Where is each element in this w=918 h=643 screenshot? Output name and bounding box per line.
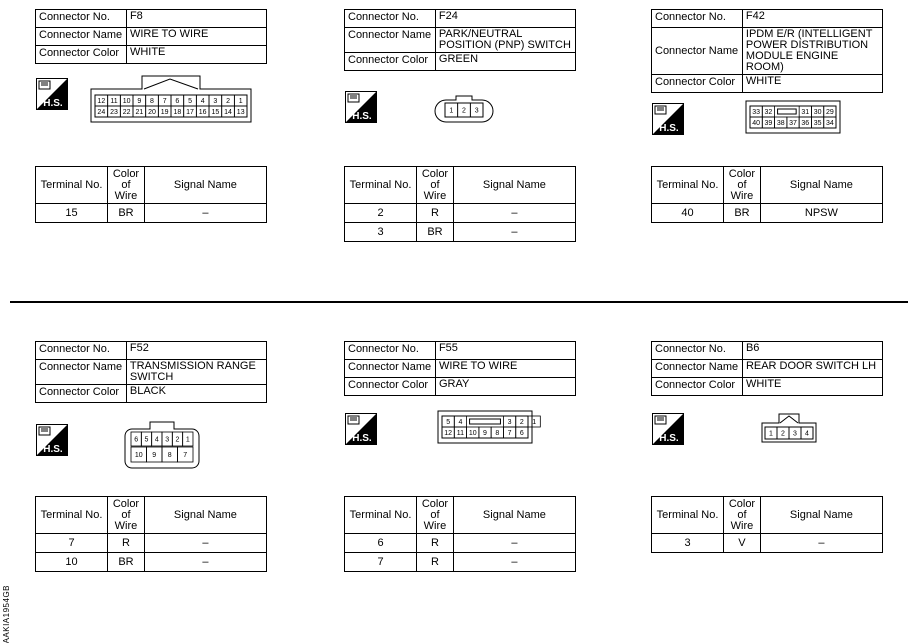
signal-name-header: Signal Name bbox=[453, 167, 575, 204]
terminal-table bbox=[344, 166, 576, 242]
terminal-block-f42 bbox=[651, 166, 883, 223]
pin-number: 4 bbox=[805, 430, 809, 438]
connector-name-label: Connector Name bbox=[36, 28, 127, 46]
pin-number: 14 bbox=[224, 109, 232, 116]
pin-number: 9 bbox=[152, 452, 157, 459]
connector-no-label: Connector No. bbox=[652, 342, 743, 360]
wire-color-header: Color of Wire bbox=[724, 167, 761, 204]
hs-label: H.S. bbox=[43, 444, 63, 455]
connector-no-value: F52 bbox=[126, 342, 266, 360]
connector-info-table bbox=[651, 9, 883, 93]
pin-number: 15 bbox=[211, 109, 220, 116]
signal-name-header: Signal Name bbox=[760, 167, 882, 204]
hs-icon bbox=[36, 424, 68, 456]
pin-number: 32 bbox=[764, 109, 773, 116]
pin-number: 4 bbox=[154, 436, 159, 444]
terminal-no-cell: 6 bbox=[345, 534, 417, 553]
terminal-table bbox=[35, 496, 267, 572]
terminal-table bbox=[344, 496, 576, 572]
pin-number: 36 bbox=[801, 120, 810, 127]
pin-number: 13 bbox=[236, 109, 245, 116]
connector-name-label: Connector Name bbox=[652, 360, 743, 378]
pin-number: 4 bbox=[200, 98, 205, 105]
pin-number: 5 bbox=[188, 98, 192, 105]
pin-number: 2 bbox=[462, 107, 466, 115]
pin-number: 5 bbox=[144, 436, 149, 444]
table-row bbox=[652, 534, 883, 553]
hs-label: H.S. bbox=[659, 433, 679, 444]
pin-number: 10 bbox=[122, 98, 131, 105]
pin-number: 7 bbox=[507, 430, 512, 437]
pin-number: 18 bbox=[173, 109, 182, 116]
pin-number: 21 bbox=[135, 109, 144, 116]
connector-name-value: WIRE TO WIRE bbox=[126, 28, 266, 46]
pin-number: 22 bbox=[122, 109, 131, 116]
pin-number: 39 bbox=[764, 120, 773, 127]
connector-info-table bbox=[35, 9, 267, 64]
table-row bbox=[36, 553, 267, 572]
terminal-no-cell: 7 bbox=[36, 534, 108, 553]
terminal-no-header: Terminal No. bbox=[652, 167, 724, 204]
connector-diagram-f42 bbox=[745, 100, 841, 139]
pin-number: 1 bbox=[449, 107, 454, 115]
signal-name-cell: – bbox=[144, 534, 266, 553]
terminal-table bbox=[651, 496, 883, 553]
terminal-no-header: Terminal No. bbox=[652, 497, 724, 534]
terminal-no-header: Terminal No. bbox=[345, 167, 417, 204]
connector-key-slot bbox=[470, 419, 501, 424]
wire-color-header: Color of Wire bbox=[417, 167, 454, 204]
table-row bbox=[345, 223, 576, 242]
hs-icon bbox=[652, 103, 684, 135]
connector-no-value: F24 bbox=[435, 10, 575, 28]
pin-number: 33 bbox=[752, 109, 761, 116]
pin-number: 3 bbox=[793, 430, 797, 438]
connector-block-f42 bbox=[651, 9, 883, 93]
terminal-block-f8 bbox=[35, 166, 267, 223]
connector-name-label: Connector Name bbox=[36, 360, 127, 385]
connector-block-b6 bbox=[651, 341, 883, 396]
connector-name-value: WIRE TO WIRE bbox=[435, 360, 575, 378]
connector-color-label: Connector Color bbox=[652, 378, 743, 396]
hs-icon bbox=[345, 413, 377, 445]
pin-number: 6 bbox=[134, 436, 139, 444]
wire-color-cell: R bbox=[417, 534, 454, 553]
terminal-no-cell: 3 bbox=[345, 223, 417, 242]
section-divider bbox=[10, 301, 908, 303]
pin-number: 6 bbox=[519, 430, 524, 437]
wire-color-header: Color of Wire bbox=[724, 497, 761, 534]
pin-number: 34 bbox=[825, 120, 834, 127]
pin-number: 8 bbox=[150, 98, 154, 105]
connector-color-label: Connector Color bbox=[345, 53, 436, 71]
terminal-block-f52 bbox=[35, 496, 267, 572]
hs-icon bbox=[345, 91, 377, 123]
connector-color-value: WHITE bbox=[742, 378, 882, 396]
pin-number: 10 bbox=[134, 452, 143, 459]
connector-color-value: GREEN bbox=[435, 53, 575, 71]
connector-diagram-b6 bbox=[761, 413, 817, 448]
connector-no-label: Connector No. bbox=[345, 342, 436, 360]
connector-no-value: F55 bbox=[435, 342, 575, 360]
pin-number: 5 bbox=[446, 419, 451, 426]
connector-color-label: Connector Color bbox=[652, 75, 743, 93]
signal-name-cell: – bbox=[144, 553, 266, 572]
table-row bbox=[36, 204, 267, 223]
signal-name-header: Signal Name bbox=[144, 167, 266, 204]
pin-number: 37 bbox=[789, 120, 797, 127]
hs-label: H.S. bbox=[43, 98, 63, 109]
connector-name-value: IPDM E/R (INTELLIGENT POWER DISTRIBUTION MODULE ENGINE ROOM) bbox=[742, 28, 882, 75]
wire-color-cell: R bbox=[108, 534, 145, 553]
terminal-block-b6 bbox=[651, 496, 883, 553]
pin-number: 12 bbox=[97, 98, 106, 105]
connector-name-value: TRANSMISSION RANGE SWITCH bbox=[126, 360, 266, 385]
connector-info-table bbox=[35, 341, 267, 403]
pin-number: 10 bbox=[468, 430, 477, 437]
signal-name-cell: – bbox=[453, 223, 575, 242]
hs-label: H.S. bbox=[352, 433, 372, 444]
connector-key-slot bbox=[778, 109, 797, 114]
signal-name-header: Signal Name bbox=[760, 497, 882, 534]
pin-number: 3 bbox=[213, 98, 218, 105]
pin-number: 29 bbox=[825, 109, 834, 116]
connector-no-label: Connector No. bbox=[345, 10, 436, 28]
connector-color-label: Connector Color bbox=[345, 378, 436, 396]
table-row bbox=[36, 534, 267, 553]
signal-name-cell: – bbox=[453, 553, 575, 572]
terminal-block-f24 bbox=[344, 166, 576, 242]
connector-diagram-f52 bbox=[124, 421, 200, 474]
terminal-table bbox=[651, 166, 883, 223]
pin-number: 23 bbox=[110, 109, 118, 116]
pin-number: 16 bbox=[198, 109, 207, 116]
connector-block-f24 bbox=[344, 9, 576, 71]
connector-diagram-f8 bbox=[90, 75, 252, 128]
signal-name-cell: – bbox=[760, 534, 882, 553]
pin-number: 8 bbox=[167, 452, 172, 459]
signal-name-cell: – bbox=[453, 204, 575, 223]
wire-color-cell: R bbox=[417, 553, 454, 572]
wire-color-header: Color of Wire bbox=[417, 497, 454, 534]
pin-number: 7 bbox=[183, 452, 188, 459]
connector-color-value: BLACK bbox=[126, 385, 266, 403]
pin-number: 3 bbox=[474, 107, 479, 115]
pin-number: 12 bbox=[444, 430, 453, 437]
connector-info-table bbox=[651, 341, 883, 396]
pin-number: 7 bbox=[162, 98, 167, 105]
connector-name-label: Connector Name bbox=[345, 360, 436, 378]
signal-name-cell: – bbox=[144, 204, 266, 223]
hs-label: H.S. bbox=[659, 123, 679, 134]
table-row bbox=[652, 204, 883, 223]
figure-code: AAKIA1954GB bbox=[2, 585, 11, 643]
pin-number: 1 bbox=[769, 430, 773, 438]
terminal-table bbox=[35, 166, 267, 223]
connector-block-f55 bbox=[344, 341, 576, 396]
hs-icon bbox=[652, 413, 684, 445]
terminal-no-cell: 3 bbox=[652, 534, 724, 553]
connector-no-value: B6 bbox=[742, 342, 882, 360]
connector-color-value: WHITE bbox=[742, 75, 882, 93]
hs-icon bbox=[36, 78, 68, 110]
pin-number: 1 bbox=[238, 98, 243, 105]
connector-no-label: Connector No. bbox=[36, 342, 127, 360]
signal-name-cell: NPSW bbox=[760, 204, 882, 223]
terminal-no-header: Terminal No. bbox=[36, 167, 108, 204]
table-row bbox=[345, 534, 576, 553]
pin-number: 8 bbox=[495, 430, 500, 437]
pin-number: 9 bbox=[137, 98, 142, 105]
connector-color-label: Connector Color bbox=[36, 385, 127, 403]
signal-name-cell: – bbox=[453, 534, 575, 553]
connector-block-f8 bbox=[35, 9, 267, 64]
pin-number: 31 bbox=[801, 109, 810, 116]
terminal-no-cell: 15 bbox=[36, 204, 108, 223]
pin-number: 1 bbox=[185, 436, 190, 444]
pin-number: 4 bbox=[458, 419, 463, 426]
table-row bbox=[345, 204, 576, 223]
pin-number: 3 bbox=[507, 419, 512, 426]
pin-number: 2 bbox=[175, 436, 180, 444]
terminal-no-header: Terminal No. bbox=[36, 497, 108, 534]
terminal-no-cell: 7 bbox=[345, 553, 417, 572]
pin-number: 17 bbox=[186, 109, 194, 116]
pin-number: 3 bbox=[165, 436, 170, 444]
connector-no-value: F42 bbox=[742, 10, 882, 28]
connector-diagram-f24 bbox=[436, 95, 492, 128]
wire-color-cell: BR bbox=[108, 553, 145, 572]
pin-number: 2 bbox=[519, 419, 524, 426]
pin-number: 2 bbox=[781, 430, 785, 438]
table-row bbox=[345, 553, 576, 572]
pin-number: 1 bbox=[532, 419, 537, 426]
connector-name-label: Connector Name bbox=[652, 28, 743, 75]
terminal-no-header: Terminal No. bbox=[345, 497, 417, 534]
connector-name-value: PARK/NEUTRAL POSITION (PNP) SWITCH bbox=[435, 28, 575, 53]
pin-number: 35 bbox=[813, 120, 822, 127]
terminal-no-cell: 2 bbox=[345, 204, 417, 223]
pin-number: 24 bbox=[97, 109, 106, 116]
wire-color-cell: V bbox=[724, 534, 761, 553]
wire-color-cell: BR bbox=[108, 204, 145, 223]
connector-no-label: Connector No. bbox=[652, 10, 743, 28]
wire-color-cell: BR bbox=[417, 223, 454, 242]
pin-number: 2 bbox=[226, 98, 230, 105]
connector-color-label: Connector Color bbox=[36, 46, 127, 64]
terminal-no-cell: 40 bbox=[652, 204, 724, 223]
pin-number: 9 bbox=[483, 430, 487, 437]
pin-number: 11 bbox=[456, 430, 465, 437]
wire-color-cell: R bbox=[417, 204, 454, 223]
connector-info-table bbox=[344, 9, 576, 71]
connector-info-table bbox=[344, 341, 576, 396]
connector-no-label: Connector No. bbox=[36, 10, 127, 28]
connector-name-value: REAR DOOR SWITCH LH bbox=[742, 360, 882, 378]
connector-diagram-f55 bbox=[437, 410, 537, 449]
pin-number: 30 bbox=[813, 109, 822, 116]
wire-color-cell: BR bbox=[724, 204, 761, 223]
pin-number: 6 bbox=[175, 98, 180, 105]
terminal-block-f55 bbox=[344, 496, 576, 572]
connector-color-value: WHITE bbox=[126, 46, 266, 64]
signal-name-header: Signal Name bbox=[453, 497, 575, 534]
connector-name-label: Connector Name bbox=[345, 28, 436, 53]
wire-color-header: Color of Wire bbox=[108, 497, 145, 534]
hs-label: H.S. bbox=[352, 111, 372, 122]
connector-color-value: GRAY bbox=[435, 378, 575, 396]
pin-number: 40 bbox=[752, 120, 761, 127]
terminal-no-cell: 10 bbox=[36, 553, 108, 572]
connector-no-value: F8 bbox=[126, 10, 266, 28]
connector-block-f52 bbox=[35, 341, 267, 403]
pin-number: 11 bbox=[110, 98, 118, 105]
pin-number: 38 bbox=[776, 120, 785, 127]
wire-color-header: Color of Wire bbox=[108, 167, 145, 204]
pin-number: 19 bbox=[160, 109, 169, 116]
pin-number: 20 bbox=[148, 109, 156, 116]
signal-name-header: Signal Name bbox=[144, 497, 266, 534]
